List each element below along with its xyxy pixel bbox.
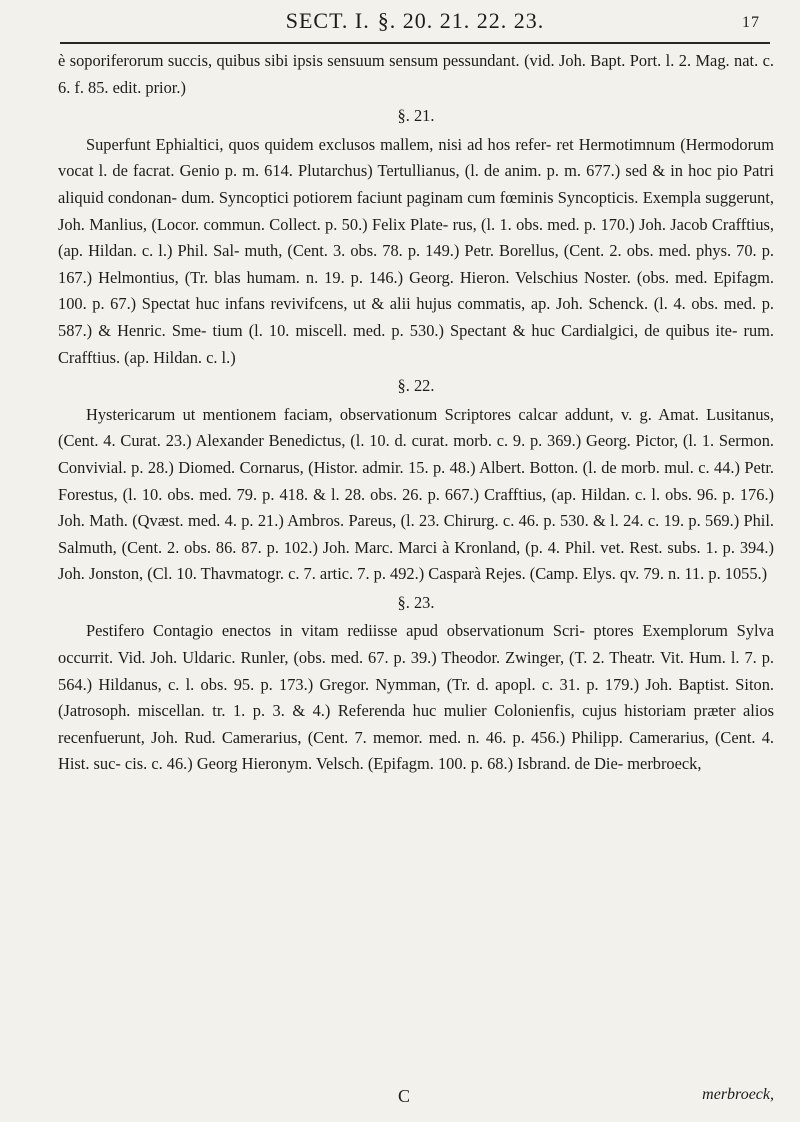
main-text: [58, 48, 774, 778]
signature-mark: C: [398, 1086, 411, 1106]
section-22-heading: §. 22.: [397, 376, 435, 396]
section-23-heading: §. 23.: [397, 592, 435, 612]
intro-paragraph: è soporiferorum succis, quibus sibi ipsis sensuum sensum pessundant. (vid. Joh. Bapt. Port. l. 2. Mag. nat. c. 6. f. 85. edit. prior.): [58, 51, 774, 97]
header-rule: [60, 42, 770, 44]
catchword: merbroeck,: [702, 1086, 774, 1103]
section-23-text: Pestifero Contagio enectos in vitam rediisse apud observationum Scri- ptores Exemplorum Sylva occurrit. Vid. Joh. Uldaric. Runler, (obs. med. 67. p. 39.) Theodor. Zwinger, (T. 2. Theatr. Vit. Hum. l. 7. p. 564.) Hildanus, c. l. obs. 95. p. 173.) Gregor. Nymman, (Tr. d. apopl. c. 31. p. 179.) Joh. Baptist. Siton. (Jatrosoph. miscellan. tr. 1. p. 3. & 4.) Referenda huc mulier Colonienfis, cujus historiam præter alios recenfuerunt, Joh. Rud. Camerarius, (Cent. 7. memor. med. n. 46. p. 456.) Philipp. Camerarius, (Cent. 4. Hist. suc- cis. c. 46.) Georg Hieronym. Velsch. (Epifagm. 100. p. 68.) Isbrand. de Die- merbroeck,: [58, 621, 774, 774]
paragraph-range: §. 20. 21. 22. 23.: [377, 8, 545, 33]
section-21-text: Superfunt Ephialtici, quos quidem exclusos mallem, nisi ad hos refer- ret Hermotimnum (Hermodorum vocat l. de facrat. Genio p. m. 614. Plutarchus) Tertullianus, (l. de anim. p. m. 677.) sed & in hoc pio Patri aliquid condonan- dum. Syncoptici potiorem faciunt paginam cum fœminis Syncopticis. Exempla suggerunt, Joh. Manlius, (Locor. commun. Collect. p. 50.) Felix Plate- rus, (l. 1. obs. med. p. 170.) Joh. Jacob Crafftius, (ap. Hildan. c. l.) Phil. Sal- muth, (Cent. 3. obs. 78. p. 149.) Petr. Borellus, (Cent. 2. obs. med. phys. 70. p. 167.) Helmontius, (Tr. blas humam. n. 19. p. 146.) Georg. Hieron. Velschius Noster. (obs. med. Epifagm. 100. p. 67.) Spectat huc infans revivifcens, ut & alii hujus commatis, ap. Joh. Schenck. (l. 4. obs. med. p. 587.) & Henric. Sme- tium (l. 10. miscell. med. p. 530.) Spectant & huc Cardialgici, de quibus ite- rum. Crafftius. (ap. Hildan. c. l.): [58, 134, 774, 367]
running-header: [70, 8, 760, 38]
page-footer: [58, 1086, 774, 1112]
section-label: SECT. I.: [285, 8, 370, 33]
section-21-heading: §. 21.: [397, 106, 435, 126]
section-22-text: Hystericarum ut mentionem faciam, observationum Scriptores calcar addunt, v. g. Amat. Lusitanus, (Cent. 4. Curat. 23.) Alexander Benedictus, (l. 10. d. curat. morb. c. 9. p. 369.) Georg. Pictor, (l. 1. Sermon. Convivial. p. 28.) Diomed. Cornarus, (Histor. admir. 15. p. 48.) Albert. Botton. (l. de morb. mul. c. 44.) Petr. Forestus, (l. 10. obs. med. 79. p. 418. & l. 28. obs. 26. p. 667.) Crafftius, (ap. Hildan. c. l. obs. 96. p. 176.) Joh. Math. (Qvæst. med. 4. p. 21.) Ambros. Pareus, (l. 23. Chirurg. c. 46. p. 530. & l. 24. c. 19. p. 569.) Phil. Salmuth, (Cent. 2. obs. 86. 87. p. 102.) Joh. Marc. Marci à Kronland, (p. 4. Phil. vet. Rest. subs. 1. p. 394.) Joh. Jonston, (Cl. 10. Thavmatogr. c. 7. artic. 7. p. 492.) Casparà Rejes. (Camp. Elys. qv. 79. n. 11. p. 1055.): [58, 404, 774, 584]
page-number: 17: [742, 14, 760, 31]
